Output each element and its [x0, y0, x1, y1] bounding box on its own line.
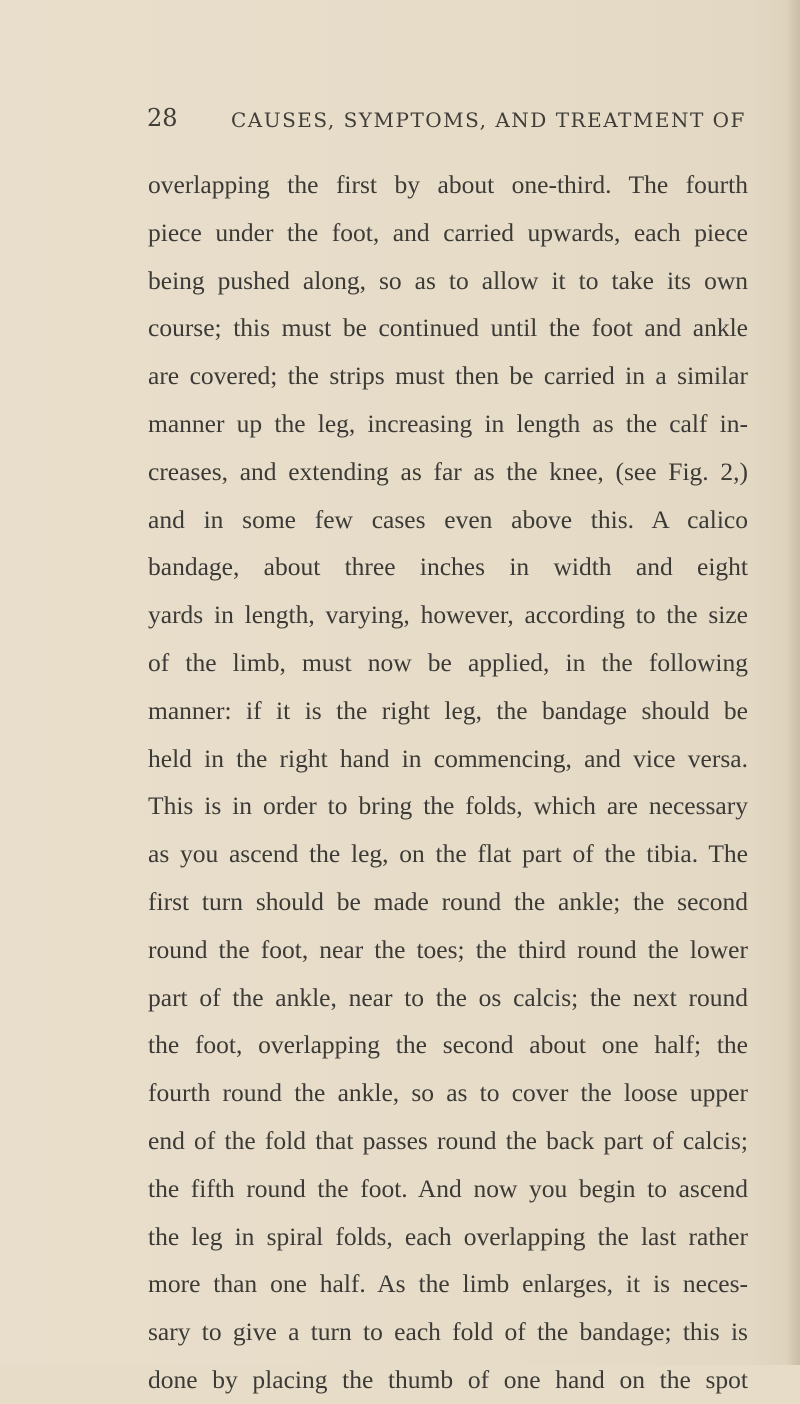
text-line-19: the foot, overlapping the second about one half; the	[148, 1030, 748, 1060]
text-line-4: course; this must be continued until the foot and ankle	[148, 313, 748, 343]
text-line-8: and in some few cases even above this. A calico	[148, 504, 748, 534]
body-text	[148, 161, 748, 1404]
text-line-2: piece under the foot, and carried upwards, each piece	[148, 217, 748, 247]
text-line-13: held in the right hand in commencing, and vice versa.	[148, 743, 748, 773]
text-line-25: sary to give a turn to each fold of the bandage; this is	[148, 1317, 748, 1347]
text-line-5: are covered; the strips must then be carried in a similar	[148, 361, 748, 391]
text-line-9: bandage, about three inches in width and eight	[148, 552, 748, 582]
text-line-10: yards in length, varying, however, according to the size	[148, 600, 748, 630]
text-line-6: manner up the leg, increasing in length as the calf in-	[148, 408, 748, 438]
page-number: 28	[147, 104, 178, 132]
text-line-21: end of the fold that passes round the back part of calcis;	[148, 1125, 748, 1155]
running-title: CAUSES, SYMPTOMS, AND TREATMENT OF	[231, 108, 746, 132]
text-line-18: part of the ankle, near to the os calcis; the next round	[148, 982, 748, 1012]
text-line-20: fourth round the ankle, so as to cover the loose upper	[148, 1078, 748, 1108]
running-header	[147, 104, 746, 140]
text-line-7: creases, and extending as far as the knee, (see Fig. 2,)	[148, 456, 748, 486]
text-line-14: This is in order to bring the folds, which are necessary	[148, 791, 748, 821]
text-line-12: manner: if it is the right leg, the bandage should be	[148, 695, 748, 725]
text-line-15: as you ascend the leg, on the flat part of the tibia. The	[148, 839, 748, 869]
page-edge-shadow	[786, 0, 800, 1365]
text-line-23: the leg in spiral folds, each overlapping the last rather	[148, 1221, 748, 1251]
text-line-26: done by placing the thumb of one hand on the spot	[148, 1364, 748, 1394]
text-line-22: the fifth round the foot. And now you begin to ascend	[148, 1173, 748, 1203]
text-line-24: more than one half. As the limb enlarges, it is neces-	[148, 1269, 748, 1299]
text-line-17: round the foot, near the toes; the third round the lower	[148, 934, 748, 964]
text-line-11: of the limb, must now be applied, in the following	[148, 647, 748, 677]
text-line-16: first turn should be made round the ankle; the second	[148, 886, 748, 916]
text-line-3: being pushed along, so as to allow it to take its own	[148, 265, 748, 295]
text-line-1: overlapping the first by about one-third. The fourth	[148, 170, 748, 199]
